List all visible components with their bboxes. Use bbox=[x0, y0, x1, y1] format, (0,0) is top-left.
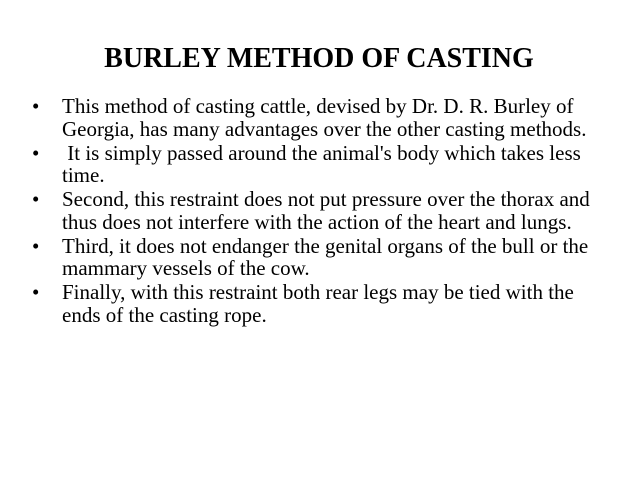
bullet-item-1 bbox=[30, 95, 610, 140]
bullet-item-2 bbox=[30, 142, 610, 187]
bullet-text: Third, it does not endanger the genital organs of the bull or the mammary vessels of the cow. bbox=[62, 233, 594, 280]
bullet-list bbox=[30, 95, 610, 328]
bullet-text: This method of casting cattle, devised by Dr. D. R. Burley of Georgia, has many advantages over the other casting methods. bbox=[62, 94, 587, 141]
bullet-icon: • bbox=[32, 187, 40, 211]
bullet-item-5 bbox=[30, 281, 610, 326]
bullet-icon: • bbox=[32, 140, 40, 165]
bullet-icon: • bbox=[32, 233, 40, 258]
bullet-text: Second, this restraint does not put pressure over the thorax and thus does not interfere with the action of the heart and lungs. bbox=[62, 187, 596, 234]
bullet-text: Finally, with this restraint both rear legs may be tied with the ends of the casting rope. bbox=[62, 280, 580, 327]
slide-title: BURLEY METHOD OF CASTING bbox=[104, 43, 534, 74]
bullet-item-4 bbox=[30, 235, 610, 280]
bullet-icon: • bbox=[32, 280, 40, 304]
bullet-icon: • bbox=[32, 94, 40, 118]
bullet-item-3 bbox=[30, 188, 610, 233]
bullet-text: It is simply passed around the animal's body which takes less time. bbox=[62, 140, 587, 187]
